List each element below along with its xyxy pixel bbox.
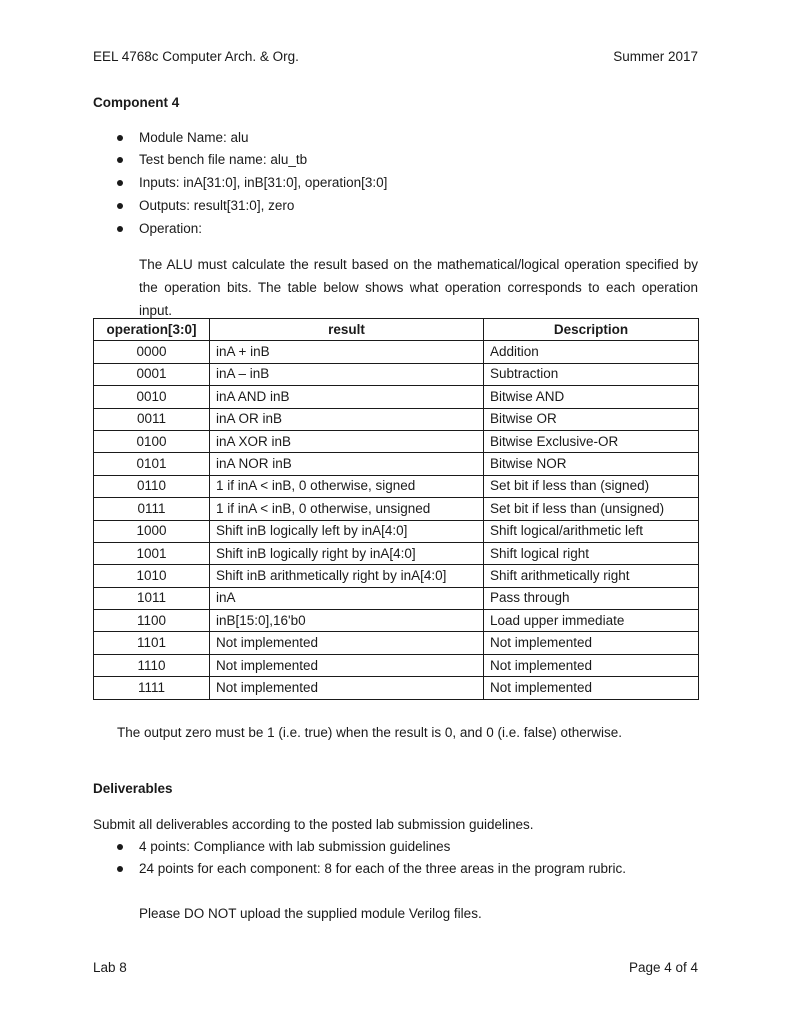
cell-operation: 1100: [94, 610, 210, 632]
bullet-item: Operation:: [139, 221, 203, 236]
cell-description: Bitwise NOR: [484, 453, 699, 475]
bullet-item: 24 points for each component: 8 for each of the three areas in the program rubric.: [139, 861, 627, 876]
cell-operation: 0101: [94, 453, 210, 475]
cell-description: Shift logical right: [484, 542, 699, 564]
cell-description: Bitwise AND: [484, 386, 699, 408]
bullet-icon: [117, 180, 123, 186]
cell-result: inA NOR inB: [210, 453, 484, 475]
bullet-item: Inputs: inA[31:0], inB[31:0], operation[3:0]: [139, 175, 388, 190]
cell-operation: 1011: [94, 587, 210, 609]
deliverables-note: Please DO NOT upload the supplied module Verilog files.: [139, 906, 482, 921]
cell-result: Shift inB logically left by inA[4:0]: [210, 520, 484, 542]
operation-paragraph: The ALU must calculate the result based on the mathematical/logical operation specified by the operation bits. The table below shows what operation corresponds to each operation input.: [139, 257, 698, 318]
cell-result: inB[15:0],16'b0: [210, 610, 484, 632]
zero-note: The output zero must be 1 (i.e. true) when the result is 0, and 0 (i.e. false) otherwise.: [117, 725, 622, 740]
footer-lab: Lab 8: [93, 960, 127, 975]
table-row: [94, 520, 699, 542]
cell-result: inA XOR inB: [210, 430, 484, 452]
table-row: [94, 363, 699, 385]
cell-description: Not implemented: [484, 677, 699, 699]
cell-description: Not implemented: [484, 632, 699, 654]
cell-result: inA – inB: [210, 363, 484, 385]
table-row: [94, 475, 699, 497]
cell-result: Not implemented: [210, 632, 484, 654]
cell-description: Pass through: [484, 587, 699, 609]
cell-result: inA AND inB: [210, 386, 484, 408]
table-row: [94, 654, 699, 676]
cell-description: Subtraction: [484, 363, 699, 385]
cell-description: Bitwise OR: [484, 408, 699, 430]
bullet-icon: [117, 135, 123, 141]
bullet-icon: [117, 203, 123, 209]
cell-result: 1 if inA < inB, 0 otherwise, unsigned: [210, 498, 484, 520]
cell-operation: 0011: [94, 408, 210, 430]
cell-description: Shift arithmetically right: [484, 565, 699, 587]
header-term: Summer 2017: [613, 49, 698, 64]
header-description: Description: [484, 319, 699, 341]
cell-description: Shift logical/arithmetic left: [484, 520, 699, 542]
cell-description: Addition: [484, 341, 699, 363]
deliverables-intro: Submit all deliverables according to the posted lab submission guidelines.: [93, 817, 534, 832]
cell-description: Not implemented: [484, 654, 699, 676]
footer-page: Page 4 of 4: [628, 960, 698, 975]
cell-description: Bitwise Exclusive-OR: [484, 430, 699, 452]
table-row: [94, 386, 699, 408]
bullet-icon: [117, 226, 123, 232]
cell-result: inA OR inB: [210, 408, 484, 430]
bullet-item: Module Name: alu: [139, 130, 249, 145]
cell-result: Not implemented: [210, 654, 484, 676]
cell-result: Shift inB arithmetically right by inA[4:0]: [210, 565, 484, 587]
bullet-icon: [117, 866, 123, 872]
table-row: [94, 565, 699, 587]
header-operation: operation[3:0]: [94, 319, 210, 341]
cell-operation: 0000: [94, 341, 210, 363]
cell-operation: 0010: [94, 386, 210, 408]
table-row: [94, 610, 699, 632]
table-row: [94, 542, 699, 564]
component-title: Component 4: [93, 95, 180, 110]
cell-operation: 1010: [94, 565, 210, 587]
bullet-item: 4 points: Compliance with lab submission guidelines: [139, 839, 451, 854]
table-row: [94, 587, 699, 609]
cell-description: Set bit if less than (unsigned): [484, 498, 699, 520]
cell-operation: 0100: [94, 430, 210, 452]
table-row: [94, 498, 699, 520]
table-row: [94, 430, 699, 452]
header-course: EEL 4768c Computer Arch. & Org.: [93, 49, 299, 64]
table-row: [94, 453, 699, 475]
bullet-icon: [117, 844, 123, 850]
cell-operation: 0110: [94, 475, 210, 497]
table-row: [94, 408, 699, 430]
cell-result: Shift inB logically right by inA[4:0]: [210, 542, 484, 564]
bullet-item: Test bench file name: alu_tb: [139, 152, 308, 167]
cell-operation: 0001: [94, 363, 210, 385]
cell-result: 1 if inA < inB, 0 otherwise, signed: [210, 475, 484, 497]
cell-result: inA + inB: [210, 341, 484, 363]
header-result: result: [210, 319, 484, 341]
deliverables-title: Deliverables: [93, 781, 173, 796]
bullet-icon: [117, 157, 123, 163]
table-row: [94, 341, 699, 363]
cell-operation: 1001: [94, 542, 210, 564]
cell-operation: 1110: [94, 654, 210, 676]
cell-description: Load upper immediate: [484, 610, 699, 632]
cell-operation: 1111: [94, 677, 210, 699]
cell-operation: 1000: [94, 520, 210, 542]
table-row: [94, 677, 699, 699]
cell-operation: 1101: [94, 632, 210, 654]
cell-result: Not implemented: [210, 677, 484, 699]
cell-result: inA: [210, 587, 484, 609]
alu-operation-table: [93, 318, 699, 700]
bullet-item: Outputs: result[31:0], zero: [139, 198, 295, 213]
cell-description: Set bit if less than (signed): [484, 475, 699, 497]
table-row: [94, 632, 699, 654]
cell-operation: 0111: [94, 498, 210, 520]
